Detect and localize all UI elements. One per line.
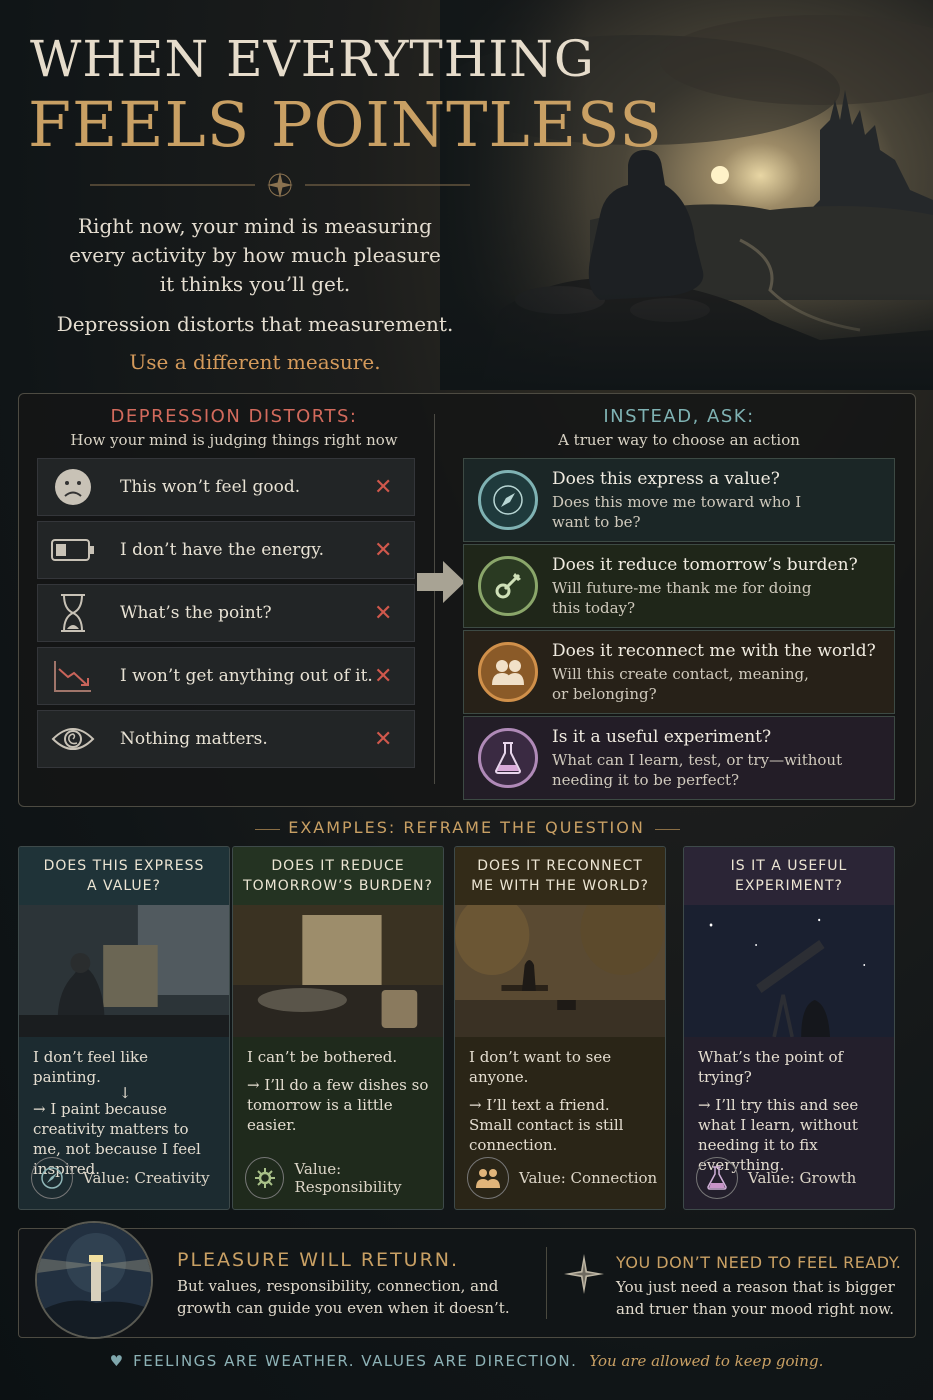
distortion-text: I don’t have the energy. xyxy=(120,540,325,560)
ornament-divider xyxy=(90,170,470,200)
instead-heading xyxy=(459,406,899,449)
question-row xyxy=(463,716,895,800)
instead-title: INSTEAD, ASK: xyxy=(603,406,755,427)
compass-icon xyxy=(478,470,538,530)
tagline-caps: FEELINGS ARE WEATHER. VALUES ARE DIRECTION. xyxy=(133,1352,578,1370)
x-mark-icon: ✕ xyxy=(374,663,393,689)
compass-icon xyxy=(31,1157,73,1199)
flask-icon xyxy=(696,1157,738,1199)
distortion-row xyxy=(37,584,415,642)
example-card-burden xyxy=(232,846,444,1210)
value-label: Value: Creativity xyxy=(83,1169,210,1187)
x-mark-icon: ✕ xyxy=(374,600,393,626)
card-body xyxy=(233,1037,443,1135)
card-value xyxy=(31,1157,210,1199)
examples-heading: EXAMPLES: REFRAME THE QUESTION xyxy=(288,818,645,837)
card-value xyxy=(245,1157,443,1199)
intro-text xyxy=(40,212,470,299)
distorts-heading xyxy=(39,406,429,449)
question-row xyxy=(463,458,895,542)
distortion-text: This won’t feel good. xyxy=(120,477,301,497)
card-before: I don’t want to see anyone. xyxy=(469,1048,612,1086)
park-illustration xyxy=(455,905,665,1037)
intro-line: Right now, your mind is measuring xyxy=(78,214,432,238)
title-line-1: WHEN EVERYTHING xyxy=(30,30,595,88)
question-detail: Will this create contact, meaning, or belonging? xyxy=(552,664,809,703)
distorts-title: DEPRESSION DISTORTS: xyxy=(110,406,358,427)
value-label: Value: Connection xyxy=(519,1169,658,1187)
card-before: I can’t be bothered. xyxy=(247,1048,398,1066)
card-body xyxy=(684,1037,894,1175)
question-detail: Does this move me toward who I want to be? xyxy=(552,492,802,531)
pleasure-text: But values, responsibility, connection, and growth can guide you even when it doesn’t. xyxy=(177,1277,510,1317)
x-mark-icon: ✕ xyxy=(374,726,393,752)
spiral-eye-icon xyxy=(38,724,108,754)
card-after: → I’ll text a friend. Small contact is still connection. xyxy=(469,1096,624,1154)
card-after: → I paint because creativity matters to me, not because I feel inspired. xyxy=(33,1100,201,1178)
dishes-illustration xyxy=(233,905,443,1037)
instead-subtitle: A truer way to choose an action xyxy=(558,431,800,449)
card-heading: DOES IT RECONNECT ME WITH THE WORLD? xyxy=(455,847,665,905)
flask-icon xyxy=(478,728,538,788)
card-heading: DOES THIS EXPRESS A VALUE? xyxy=(19,847,229,905)
card-value xyxy=(467,1157,657,1199)
card-body xyxy=(455,1037,665,1155)
intro-distorts: Depression distorts that measurement. xyxy=(56,312,454,336)
question-title: Does this express a value? xyxy=(552,468,780,489)
card-heading: IS IT A USEFUL EXPERIMENT? xyxy=(684,847,894,905)
low-battery-icon xyxy=(38,538,108,562)
distortion-text: What’s the point? xyxy=(120,603,272,623)
sad-face-icon xyxy=(38,467,108,507)
value-label: Value: Growth xyxy=(748,1169,857,1187)
lighthouse-illustration xyxy=(35,1221,153,1339)
card-after: → I’ll do a few dishes so tomorrow is a little easier. xyxy=(247,1076,429,1134)
closing-panel xyxy=(18,1228,916,1338)
distortion-row xyxy=(37,521,415,579)
pleasure-title: PLEASURE WILL RETURN. xyxy=(177,1249,460,1271)
people-icon xyxy=(478,642,538,702)
card-heading: DOES IT REDUCE TOMORROW’S BURDEN? xyxy=(233,847,443,905)
value-label: Value: Responsibility xyxy=(294,1160,402,1196)
question-row xyxy=(463,544,895,628)
gear-icon xyxy=(245,1157,284,1199)
example-card-value xyxy=(18,846,230,1210)
footer-divider xyxy=(546,1247,547,1319)
painting-illustration xyxy=(19,905,229,1037)
compare-panel xyxy=(18,393,916,807)
card-before: I don’t feel like painting. xyxy=(33,1048,148,1086)
ready-text: You just need a reason that is bigger and truer than your mood right now. xyxy=(616,1278,895,1318)
heading-rule xyxy=(655,829,680,830)
distorts-subtitle: How your mind is judging things right now xyxy=(70,431,398,449)
people-icon xyxy=(467,1157,509,1199)
intro-measure: Use a different measure. xyxy=(129,350,381,374)
hourglass-icon xyxy=(38,593,108,633)
x-mark-icon: ✕ xyxy=(374,474,393,500)
distortion-row xyxy=(37,458,415,516)
tools-icon xyxy=(478,556,538,616)
question-detail: Will future-me thank me for doing this today? xyxy=(552,578,812,617)
compass-star-icon xyxy=(564,1254,604,1294)
distortion-row xyxy=(37,710,415,768)
question-row xyxy=(463,630,895,714)
question-title: Does it reduce tomorrow’s burden? xyxy=(552,554,858,575)
card-before: What’s the point of trying? xyxy=(698,1048,844,1086)
downtrend-icon xyxy=(38,659,108,693)
arrow-right-icon xyxy=(417,559,467,605)
distortion-text: Nothing matters. xyxy=(120,729,268,749)
title-line-2: FEELS POINTLESS xyxy=(28,88,663,161)
telescope-illustration xyxy=(684,905,894,1037)
distortion-row xyxy=(37,647,415,705)
question-title: Is it a useful experiment? xyxy=(552,726,772,747)
x-mark-icon: ✕ xyxy=(374,537,393,563)
intro-line: it thinks you’ll get. xyxy=(159,272,351,296)
down-arrow-icon: ↓ xyxy=(118,1084,132,1102)
distortion-text: I won’t get anything out of it. xyxy=(120,666,373,686)
bottom-tagline xyxy=(0,1352,933,1370)
example-card-connection xyxy=(454,846,666,1210)
card-after: → I’ll try this and see what I learn, without needing it to fix everything. xyxy=(698,1096,859,1174)
question-detail: What can I learn, test, or try—without needing it to be perfect? xyxy=(552,750,843,789)
example-card-experiment xyxy=(683,846,895,1210)
tagline-italic: You are allowed to keep going. xyxy=(589,1352,824,1370)
card-value xyxy=(696,1157,856,1199)
heart-icon: ♥ xyxy=(109,1352,124,1370)
intro-line: every activity by how much pleasure xyxy=(69,243,441,267)
ready-title: YOU DON’T NEED TO FEEL READY. xyxy=(616,1253,902,1272)
question-title: Does it reconnect me with the world? xyxy=(552,640,876,661)
